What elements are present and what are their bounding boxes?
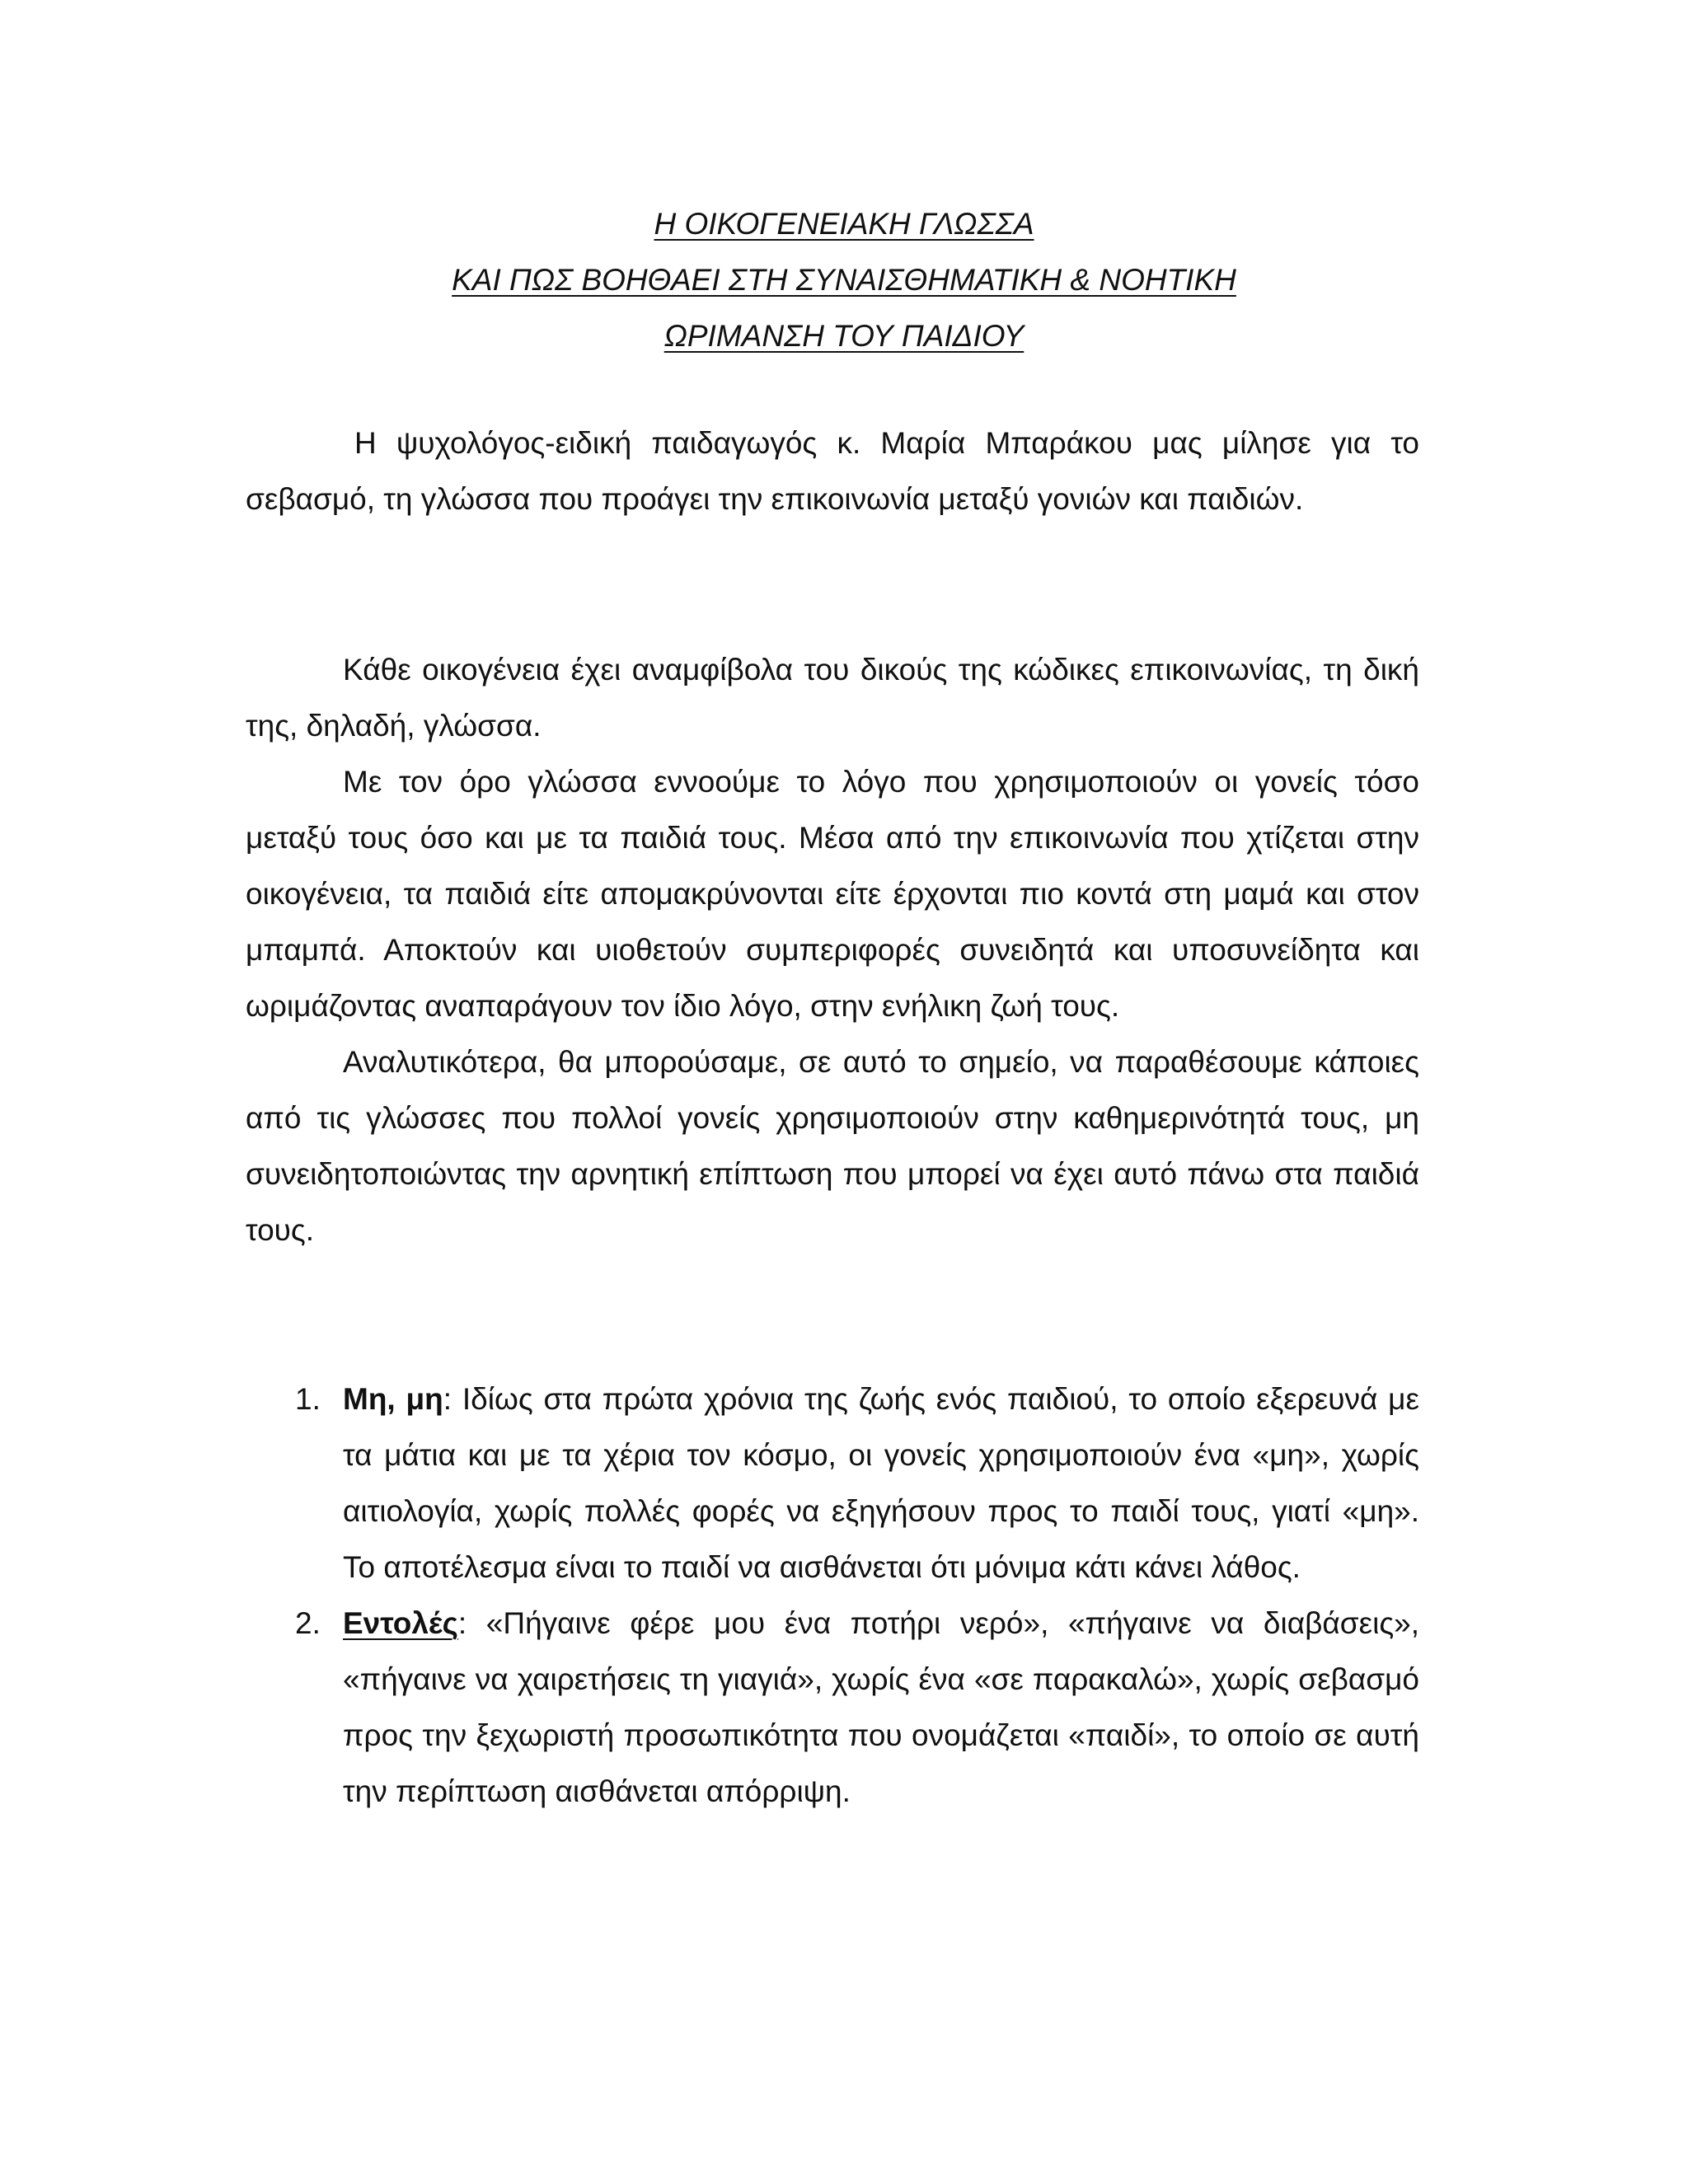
main-text <box>246 642 1419 1258</box>
document-title <box>0 196 1688 364</box>
list-number: 1. <box>295 1382 321 1416</box>
title-line-3: ΩΡΙΜΑΝΣΗ ΤΟΥ ΠΑΙΔΙΟΥ <box>663 319 1025 353</box>
list-item <box>295 1371 1419 1596</box>
list-text: Ιδίως στα πρώτα χρόνια της ζωής ενός παιδιού, το οποίο εξερευνά με τα μάτια και με τα χέρια τον κόσμο, οι γονείς χρησιμοποιούν ένα «μη», χωρίς αιτιολογία, χωρίς πολλές φορές να εξηγήσουν προς το παιδί τους, γιατί «μη». Το αποτέλεσμα είναι το παιδί να αισθάνεται ότι μόνιμα κάτι κάνει λάθος. <box>343 1382 1419 1584</box>
intro-block <box>246 415 1419 527</box>
list-item <box>295 1596 1419 1820</box>
list-separator: : <box>457 1606 486 1640</box>
title-line-1: Η ΟΙΚΟΓΕΝΕΙΑΚΗ ΓΛΩΣΣΑ <box>654 207 1034 241</box>
paragraph-1: Κάθε οικογένεια έχει αναμφίβολα του δικούς της κώδικες επικοινωνίας, τη δική της, δηλαδή, γλώσσα. <box>246 653 1419 743</box>
numbered-list <box>295 1371 1419 1820</box>
list-term: Μη, μη <box>343 1382 443 1416</box>
list-separator: : <box>443 1382 462 1416</box>
list-term: Εντολές <box>343 1606 458 1640</box>
list-text: «Πήγαινε φέρε μου ένα ποτήρι νερό», «πήγαινε να διαβάσεις», «πήγαινε να χαιρετήσεις τη γιαγιά», χωρίς ένα «σε παρακαλώ», χωρίς σεβασμό προς την ξεχωριστή προσωπικότητα που ονομάζεται «παιδί», το οποίο σε αυτή την περίπτωση αισθάνεται απόρριψη. <box>343 1606 1420 1808</box>
title-line-2: ΚΑΙ ΠΩΣ ΒΟΗΘΑΕΙ ΣΤΗ ΣΥΝΑΙΣΘΗΜΑΤΙΚΗ & ΝΟΗΤΙΚΗ <box>452 263 1236 297</box>
paragraph-2: Με τον όρο γλώσσα εννοούμε το λόγο που χρησιμοποιούν οι γονείς τόσο μεταξύ τους όσο και με τα παιδιά τους. Μέσα από την επικοινωνία που χτίζεται στην οικογένεια, τα παιδιά είτε απομακρύνονται είτε έρχονται πιο κοντά στη μαμά και στον μπαμπά. Αποκτούν και υιοθετούν συμπεριφορές συνειδητά και υποσυνείδητα και ωριμάζοντας αναπαράγουν τον ίδιο λόγο, στην ενήλικη ζωή τους. <box>246 765 1419 1023</box>
paragraph-3: Αναλυτικότερα, θα μπορούσαμε, σε αυτό το σημείο, να παραθέσουμε κάποιες από τις γλώσσες που πολλοί γονείς χρησιμοποιούν στην καθημερινότητά τους, μη συνειδητοποιώντας την αρνητική επίπτωση που μπορεί να έχει αυτό πάνω στα παιδιά τους. <box>246 1045 1419 1247</box>
intro-paragraph: Η ψυχολόγος-ειδική παιδαγωγός κ. Μαρία Μπαράκου μας μίλησε για το σεβασμό, τη γλώσσα που προάγει την επικοινωνία μεταξύ γονιών και παιδιών. <box>246 426 1419 516</box>
list-number: 2. <box>295 1606 321 1640</box>
